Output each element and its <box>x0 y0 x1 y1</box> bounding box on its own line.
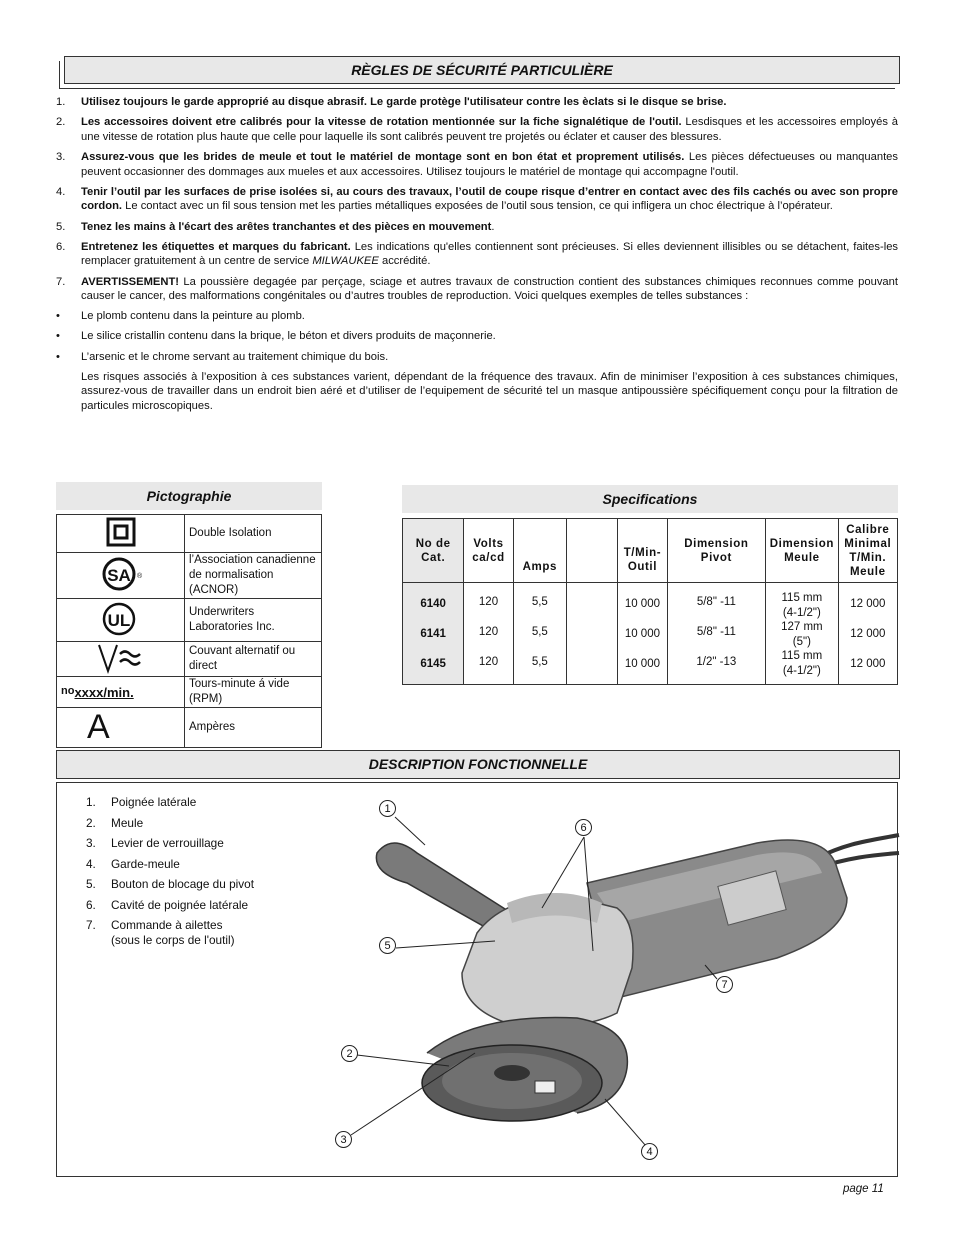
part-item: 2. Meule <box>86 815 144 830</box>
part-item: 1. Poignée latérale <box>86 795 197 809</box>
spec-header-row: No de Cat. Volts ca/cd Amps T/Min-Outil Dimension Pivot Dimension Meule Calibre Minimal T/Min. Meule <box>403 519 898 583</box>
callout-2: 2 <box>341 1045 358 1062</box>
rule-item: 7. AVERTISSEMENT! La poussière degagée par perçage, sciage et autres travaux de construction contient des substances chimiques reconnues comme pouvant causer le cancer, des malformations congénitales ou d’autres troubles de reproduction. Voici quelques exemples de telles substances : <box>56 275 898 303</box>
rule-item: 2. Les accessoires doivent etre calibrés pour la vitesse de rotation mentionnée sur la fiche signalétique de l'outil. Lesdisques et les accessoires employés à une vitesse de rotation plus haute que celle pour laquelle ils sont calibrés peuvent tre projetés ou éclater et causer des blessures. <box>56 116 898 143</box>
bullet-item: • Le plomb contenu dans la peinture au plomb. <box>56 310 305 323</box>
rule-item: 3. Assurez-vous que les brides de meule et tout le matériel de montage sont en bon état et proprement utilisés. Les pièces défectueuses ou manquantes peuvent occasionner des dommages aux mueles et aux accessoires. Utilisez toujours le matériel de montage qui accompagne l'outil. <box>56 150 898 178</box>
rule-item: 4. Tenir l’outil par les surfaces de prise isolées si, au cours des travaux, l’outil de coupe risque d’entrer en contact avec des fils cachés ou avec son propre cordon. Le contact avec un fil sous tension met les parties métalliques exposées de l’outil sous tension, ce qui infligera un choc électrique à l’opérateur. <box>56 185 898 213</box>
safety-rules-list <box>56 95 898 419</box>
callout-5: 5 <box>379 937 396 954</box>
specifications-table <box>402 518 898 685</box>
pictographie-table <box>56 514 322 748</box>
pictographie-title: Pictographie <box>56 482 322 510</box>
page-number: page 11 <box>843 1183 884 1195</box>
svg-text:UL: UL <box>107 610 130 630</box>
bullet-item: • Le silice cristallin contenu dans la brique, le béton et divers produits de maçonnerie. <box>56 330 496 343</box>
part-item: 3. Levier de verrouillage <box>86 836 224 850</box>
picto-row: A Ampères <box>57 708 322 748</box>
bullet-item: • L’arsenic et le chrome servant au traitement chimique du bois. <box>56 350 389 363</box>
spec-data-row: 6140 6141 6145 120 120 120 5,5 5,5 5,5 10 000 10 000 10 000 5/8" -11 5/8" -11 1/2" -13 115 mm (4-1/2") 127 mm (5") 115 mm (4-1/2") 12 000 12 000 12 000 <box>403 583 898 685</box>
ac-dc-icon <box>57 642 185 677</box>
part-item: (sous le corps de l'outil) <box>111 933 235 947</box>
angle-grinder-illustration <box>57 783 899 1178</box>
rule-item: 5. Tenez les mains à l'écart des arêtes tranchantes et des pièces en mouvement. <box>56 220 495 233</box>
part-item: 7. Commande à ailettes <box>86 918 223 932</box>
specifications-title: Specifications <box>402 485 898 513</box>
description-box <box>56 782 898 1177</box>
rule-item: 6. Entretenez les étiquettes et marques du fabricant. Les indications qu'elles contiennent sont précieuses. Si elles deviennent illisibles ou se détachent, faites-les remplacer gratuitement à un centre de service MILWAUKEE accrédité. <box>56 240 899 268</box>
picto-row: Double Isolation <box>57 515 322 553</box>
rules-section-title: RÈGLES DE SÉCURITÉ PARTICULIÈRE <box>64 56 900 84</box>
picto-row: SA ® l’Association canadienne de normalisation (ACNOR) <box>57 553 322 599</box>
svg-text:SA: SA <box>106 566 131 585</box>
rule-item: 1. Utilisez toujours le garde approprié au disque abrasif. Le garde protège l'utilisateur contre les èclats si le disque se brise. <box>56 96 727 108</box>
picto-row: $^{no}$xxxx/min. Tours-minute á vide (RPM) <box>57 677 322 708</box>
part-item: 5. Bouton de blocage du pivot <box>86 877 254 891</box>
callout-3: 3 <box>335 1131 352 1148</box>
callout-4: 4 <box>641 1143 658 1160</box>
amperes-icon: A <box>57 708 185 748</box>
ul-icon <box>57 599 185 642</box>
picto-row: Couvant alternatif ou direct <box>57 642 322 677</box>
svg-text:®: ® <box>136 573 142 580</box>
rpm-icon: $^{no}$xxxx/min. <box>57 677 185 708</box>
csa-icon <box>57 553 185 599</box>
description-title: DESCRIPTION FONCTIONNELLE <box>56 750 900 779</box>
callout-7: 7 <box>716 976 733 993</box>
callout-6: 6 <box>575 819 592 836</box>
closing-paragraph: Les risques associés à l’exposition à ces substances varient, dépendant de la fréquence des travaux. Afin de minimiser l’exposition à ces substances chimiques, assurez-vous de travailler dans un endroit bien aéré et d’utiliser de l’equipement de sécurité tel un masque antipoussière spécifiquement conçu pour la filtration de particules microscopiques. <box>81 370 898 413</box>
picto-row: UL Underwriters Laboratories Inc. <box>57 599 322 642</box>
part-item: 4. Garde-meule <box>86 856 180 871</box>
part-item: 6. Cavité de poignée latérale <box>86 897 249 912</box>
callout-1: 1 <box>379 800 396 817</box>
double-insulation-icon <box>57 515 185 553</box>
